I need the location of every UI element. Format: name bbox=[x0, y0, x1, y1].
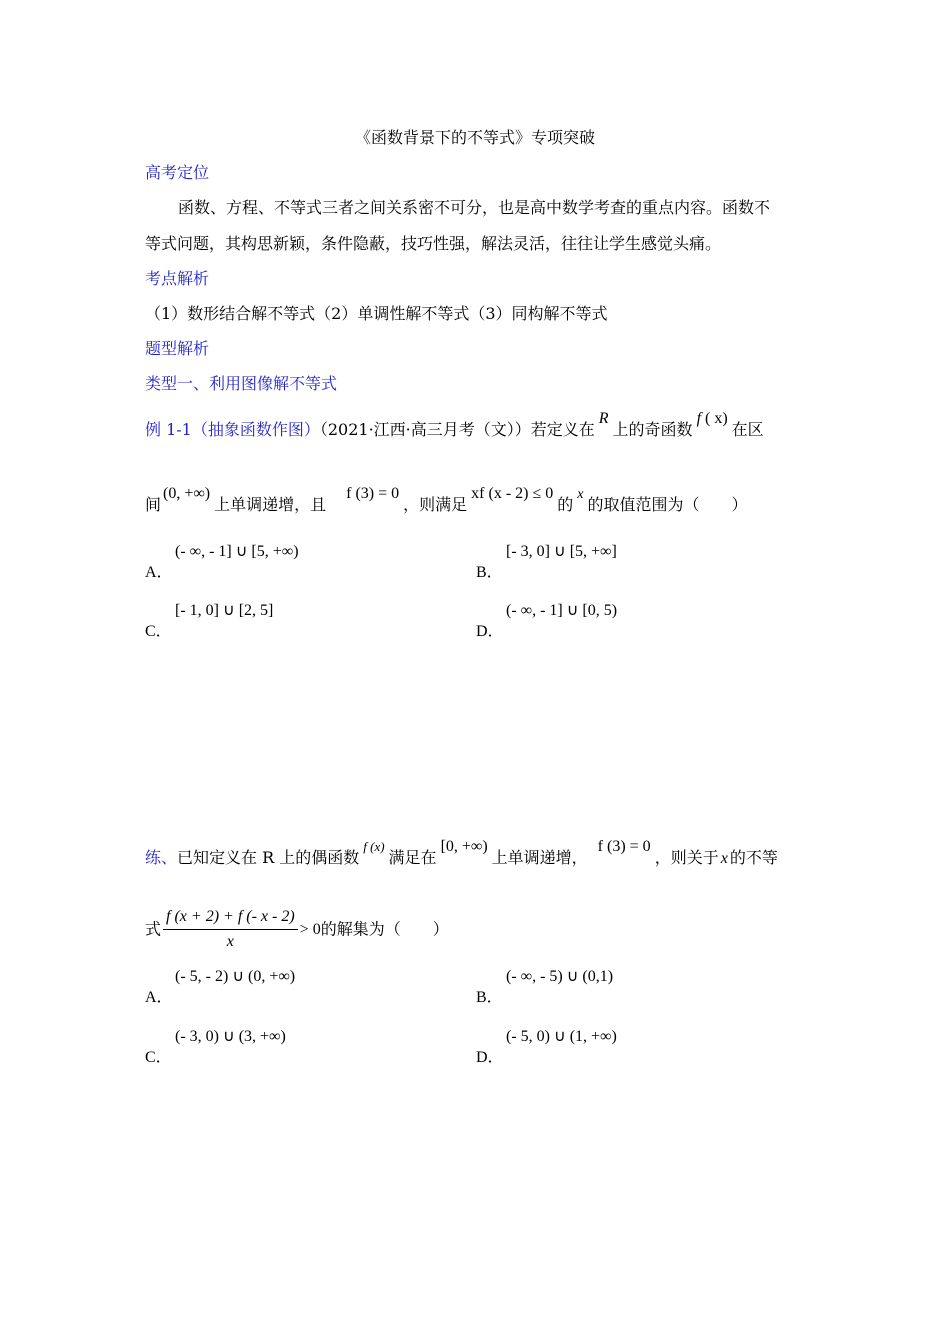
example-text-upper: 上的奇函数 bbox=[612, 420, 693, 439]
practice-label: 练、 bbox=[145, 848, 178, 867]
example-var-x: x bbox=[577, 487, 584, 502]
example-line2 bbox=[145, 485, 748, 517]
practice-var-x: x bbox=[720, 850, 728, 867]
example-line2-mid: 上单调递增，且 bbox=[214, 495, 327, 514]
example-line1 bbox=[145, 410, 764, 441]
example-text-region: 在区 bbox=[731, 420, 764, 439]
practice-text-b: 满足在 bbox=[388, 848, 437, 867]
practice-line2 bbox=[145, 906, 449, 953]
practice-line2-prefix: 式 bbox=[145, 919, 162, 939]
practice-text-e: 的不等 bbox=[729, 848, 778, 867]
example-line2-then: ，则满足 bbox=[403, 495, 468, 514]
example-func: f ( x) bbox=[696, 410, 728, 427]
practice-text-c: 上单调递增， bbox=[491, 848, 588, 867]
example-line2-of: 的 bbox=[557, 495, 574, 514]
practice-fraction: $\frac{f (x + 2) + f (- x - 2)}{x}$ bbox=[163, 906, 298, 953]
practice-interval: [0, +∞) bbox=[440, 838, 488, 855]
heading-points: 考点解析 bbox=[145, 269, 210, 288]
practice-text-d: ，则关于 bbox=[654, 848, 719, 867]
intro-paragraph-line1: 函数、方程、不等式三者之间关系密不可分，也是高中数学考查的重点内容。函数不 bbox=[178, 198, 771, 217]
example-line2-tail: 的取值范围为（ ） bbox=[587, 495, 748, 514]
practice-func: f (x) bbox=[363, 839, 385, 854]
points-text: （1）数形结合解不等式（2）单调性解不等式（3）同构解不等式 bbox=[145, 304, 608, 323]
example-label: 例 1-1（抽象函数作图） bbox=[145, 420, 320, 439]
practice-condition: f (3) = 0 bbox=[597, 838, 651, 855]
set-r: R bbox=[598, 410, 609, 427]
heading-types: 题型解析 bbox=[145, 339, 210, 358]
practice-line1 bbox=[145, 838, 778, 869]
example-interval: (0, +∞) bbox=[163, 485, 211, 502]
page-title: 《函数背景下的不等式》专项突破 bbox=[354, 128, 595, 147]
intro-paragraph-line2: 等式问题，其构思新颖，条件隐蔽，技巧性强，解法灵活，往往让学生感觉头痛。 bbox=[145, 234, 722, 253]
practice-line2-tail: 的解集为（ ） bbox=[320, 919, 449, 939]
heading-exam-positioning: 高考定位 bbox=[145, 163, 210, 182]
practice-text-a: 已知定义在 R 上的偶函数 bbox=[177, 848, 360, 867]
example-condition: f (3) = 0 bbox=[346, 485, 400, 502]
example-line2-prefix: 间 bbox=[145, 495, 162, 514]
practice-fraction-rhs: > 0 bbox=[299, 920, 321, 938]
example-source: （2021·江西·高三月考（文））若定义在 bbox=[319, 420, 595, 439]
example-inequality: xf (x - 2) ≤ 0 bbox=[471, 485, 554, 502]
heading-type1: 类型一、利用图像解不等式 bbox=[145, 374, 338, 393]
